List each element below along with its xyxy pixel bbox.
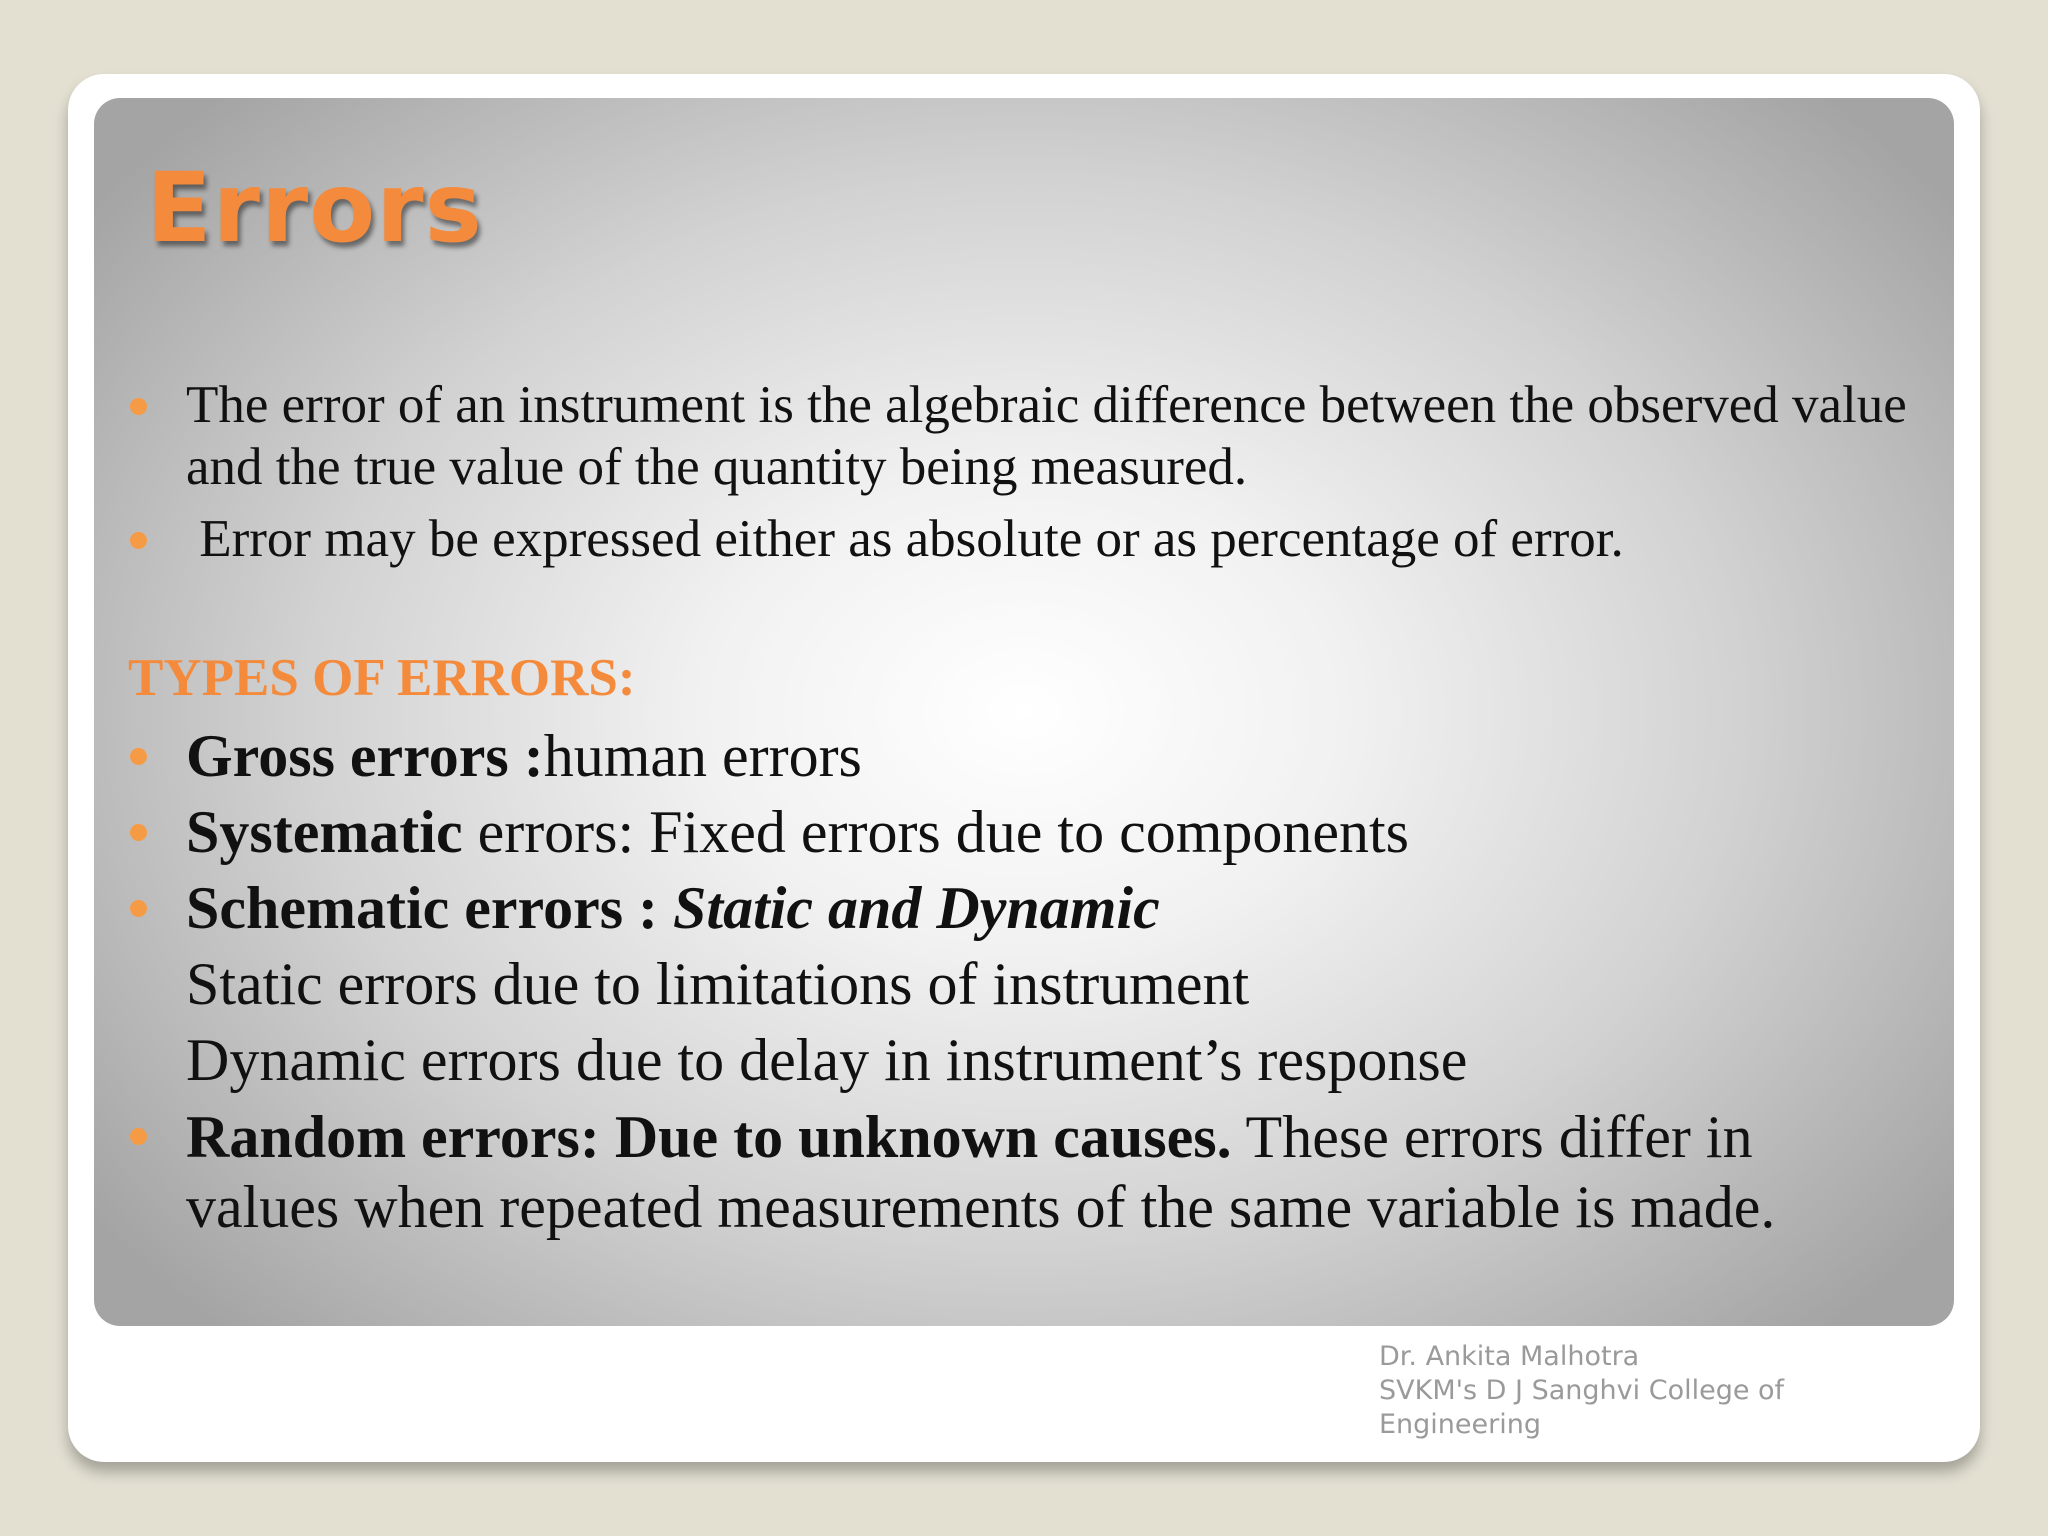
schematic-errors-italic: Static and Dynamic <box>673 875 1160 941</box>
intro-bullet-text: The error of an instrument is the algebraic difference between the observed value and the true value of the quantity being measured. <box>186 376 1907 496</box>
error-type-schematic <box>130 874 1920 942</box>
schematic-sub-dynamic <box>130 1026 1920 1094</box>
systematic-errors-text: errors: Fixed errors due to components <box>462 799 1410 865</box>
footer-author: Dr. Ankita Malhotra <box>1379 1341 1640 1372</box>
error-type-random <box>130 1102 1920 1242</box>
bullet-dot-icon <box>130 1128 147 1145</box>
error-type-systematic <box>130 798 1920 866</box>
bullet-dot-icon <box>130 748 147 765</box>
intro-bullet-list <box>130 374 1910 580</box>
gross-errors-text: human errors <box>543 723 862 789</box>
intro-bullet-item <box>130 508 1910 570</box>
random-errors-label: Random errors: Due to unknown causes. <box>186 1104 1232 1170</box>
slide-footer <box>1379 1340 1859 1442</box>
systematic-errors-label: Systematic <box>186 799 463 865</box>
bullet-dot-icon <box>130 398 147 415</box>
intro-bullet-item <box>130 374 1910 498</box>
error-type-gross <box>130 722 1920 790</box>
error-types-list <box>130 722 1920 1250</box>
bullet-dot-icon <box>130 900 147 917</box>
gross-errors-label: Gross errors : <box>186 723 544 789</box>
schematic-sub-static <box>130 950 1920 1018</box>
footer-institution: SVKM's D J Sanghvi College of <box>1379 1375 1785 1406</box>
dynamic-errors-text: Dynamic errors due to delay in instrument’s response <box>186 1027 1468 1093</box>
types-heading: TYPES OF ERRORS: <box>128 649 636 707</box>
intro-bullet-text: Error may be expressed either as absolute or as percentage of error. <box>186 510 1624 568</box>
bullet-dot-icon <box>130 824 147 841</box>
schematic-errors-label: Schematic errors : <box>186 875 674 941</box>
slide-title: Errors <box>146 152 483 264</box>
footer-institution-cont: Engineering <box>1379 1409 1541 1440</box>
static-errors-text: Static errors due to limitations of instrument <box>186 951 1250 1017</box>
bullet-dot-icon <box>130 532 147 549</box>
random-errors-text: These errors differ in values when repeated measurements of the same variable is made. <box>186 1104 1776 1240</box>
